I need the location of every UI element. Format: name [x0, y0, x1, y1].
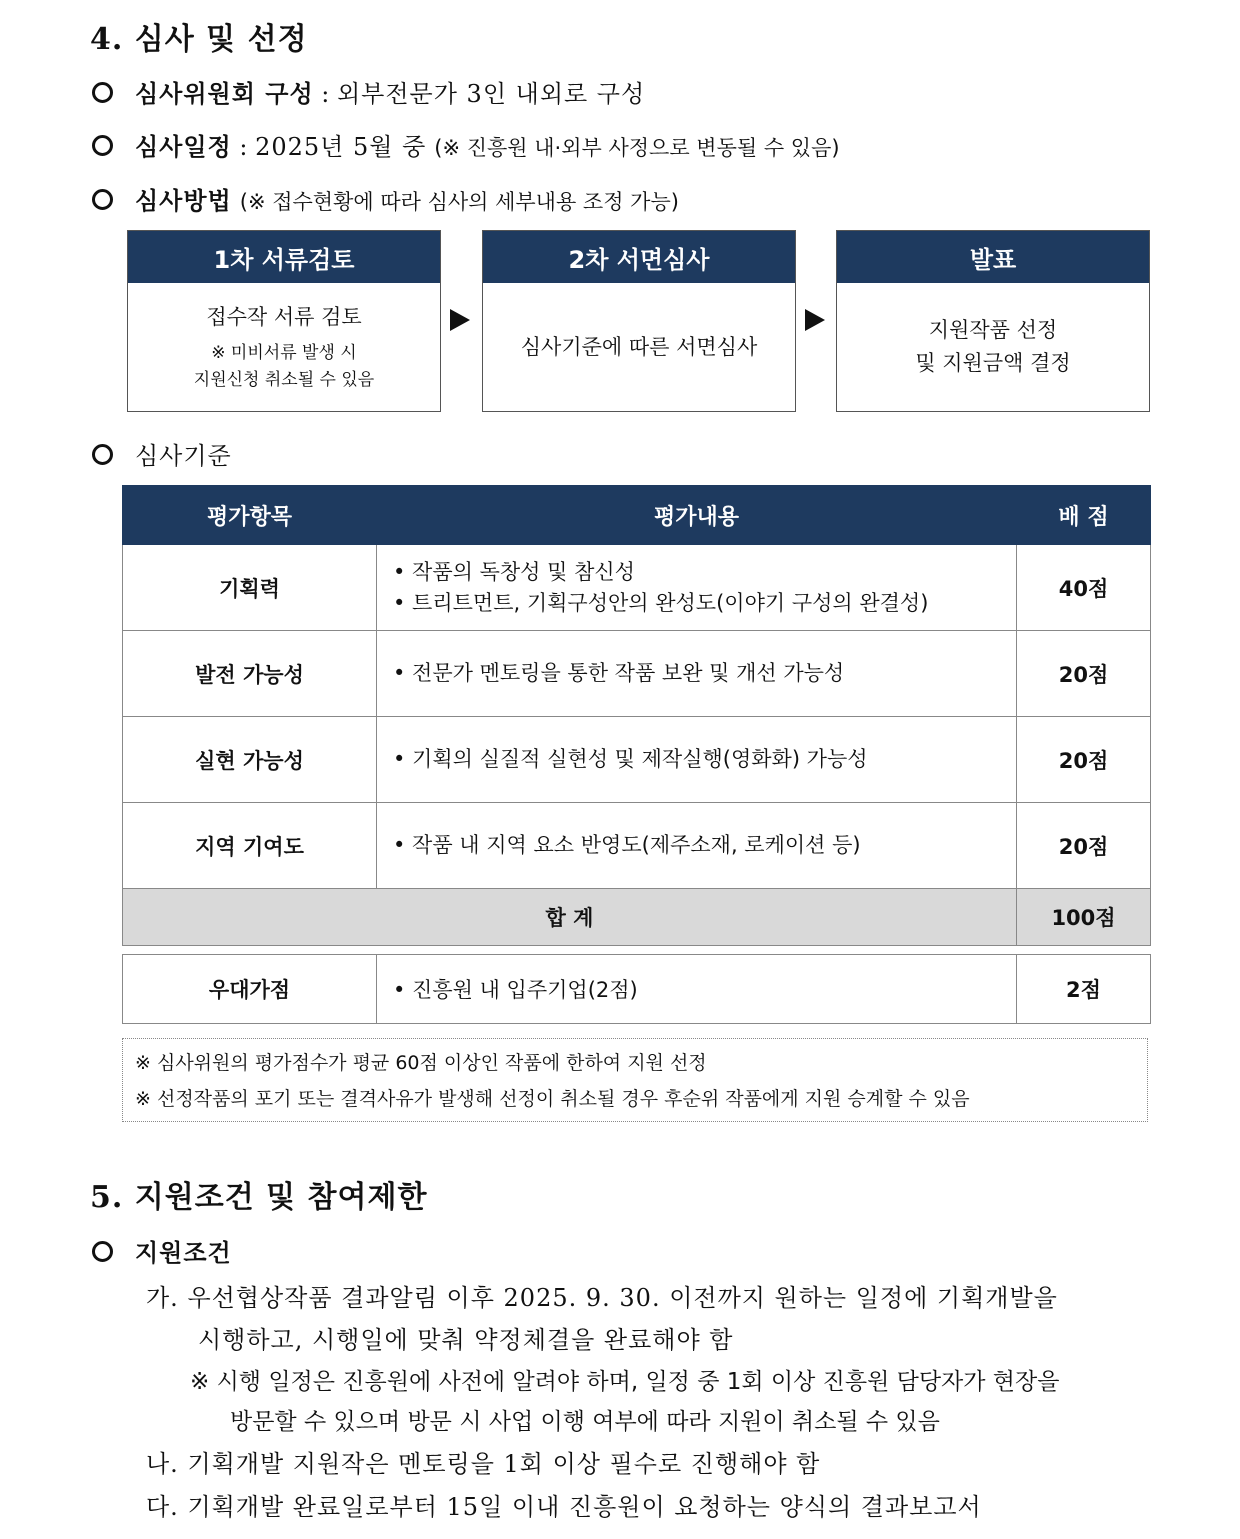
flow-step-body: 접수작 서류 검토 — [206, 304, 362, 329]
committee-value: 외부전문가 3인 내외로 구성 — [337, 80, 646, 108]
condition-ga-note1: ※ 시행 일정은 진흥원에 사전에 알려야 하며, 일정 중 1회 이상 진흥원 담당자가 현장을 — [190, 1369, 1060, 1395]
section4-title: 4. 심사 및 선정 — [90, 22, 308, 57]
criteria-score: 40점 — [1017, 545, 1151, 631]
flow-step-title: 발표 — [837, 231, 1149, 283]
total-score: 100점 — [1017, 889, 1151, 946]
criteria-content-line: • 작품의 독창성 및 참신성 — [393, 559, 635, 584]
criteria-line — [92, 436, 232, 471]
flow-step-3 — [836, 230, 1150, 412]
condition-line — [92, 1233, 232, 1268]
circle-bullet-icon — [92, 135, 113, 156]
condition-ga-line2: 시행하고, 시행일에 맞춰 약정체결을 완료해야 함 — [198, 1326, 734, 1354]
criteria-table — [122, 485, 1151, 946]
table-row — [123, 955, 1151, 1024]
criteria-content: • 전문가 멘토링을 통한 작품 보완 및 개선 가능성 — [377, 631, 1017, 717]
column-header: 평가내용 — [377, 486, 1017, 545]
total-row — [123, 889, 1151, 946]
column-header: 평가항목 — [123, 486, 377, 545]
condition-na: 나. 기획개발 지원작은 멘토링을 1회 이상 필수로 진행해야 함 — [146, 1450, 821, 1478]
arrow-right-icon — [450, 309, 470, 331]
table-header-row — [123, 486, 1151, 545]
table-row — [123, 631, 1151, 717]
schedule-sep: : — [231, 133, 256, 161]
committee-line — [92, 74, 645, 109]
bonus-score: 2점 — [1017, 955, 1151, 1024]
flow-step-body: 및 지원금액 결정 — [915, 351, 1071, 375]
notes-box — [122, 1038, 1148, 1122]
method-line — [92, 181, 679, 216]
flow-step-note: 지원신청 취소될 수 있음 — [193, 369, 375, 390]
bonus-table — [122, 954, 1151, 1024]
flow-step-title: 2차 서면심사 — [483, 231, 795, 283]
column-header: 배 점 — [1017, 486, 1151, 545]
condition-ga-line1: 가. 우선협상작품 결과알림 이후 2025. 9. 30. 이전까지 원하는 일정에 기획개발을 — [146, 1284, 1058, 1312]
schedule-label: 심사일정 — [135, 132, 232, 161]
flow-step-title: 1차 서류검토 — [128, 231, 440, 283]
criteria-content: • 작품 내 지역 요소 반영도(제주소재, 로케이션 등) — [377, 803, 1017, 889]
criteria-score: 20점 — [1017, 631, 1151, 717]
criteria-content: • 기획의 실질적 실현성 및 제작실행(영화화) 가능성 — [377, 717, 1017, 803]
note-line: ※ 심사위원의 평가점수가 평균 60점 이상인 작품에 한하여 지원 선정 — [135, 1052, 707, 1074]
table-row — [123, 803, 1151, 889]
committee-sep: : — [313, 80, 337, 108]
section5-title: 5. 지원조건 및 참여제한 — [90, 1180, 428, 1215]
schedule-value: 2025년 5월 중 — [255, 133, 427, 161]
circle-bullet-icon — [92, 189, 113, 210]
criteria-content-line: • 트리트먼트, 기획구성안의 완성도(이야기 구성의 완결성) — [393, 590, 929, 615]
criteria-category: 발전 가능성 — [123, 631, 377, 717]
flow-step-1 — [127, 230, 441, 412]
committee-label: 심사위원회 구성 — [135, 79, 314, 108]
criteria-category: 기획력 — [123, 545, 377, 631]
flow-step-body: 심사기준에 따른 서면심사 — [520, 334, 758, 359]
criteria-category: 실현 가능성 — [123, 717, 377, 803]
flow-step-note: ※ 미비서류 발생 시 — [211, 342, 357, 363]
criteria-score: 20점 — [1017, 803, 1151, 889]
bonus-content: • 진흥원 내 입주기업(2점) — [377, 955, 1017, 1024]
method-note: (※ 접수현황에 따라 심사의 세부내용 조정 가능) — [239, 190, 679, 214]
note-line: ※ 선정작품의 포기 또는 결격사유가 발생해 선정이 취소될 경우 후순위 작품에게 지원 승계할 수 있음 — [135, 1088, 970, 1110]
condition-ga-note2: 방문할 수 있으며 방문 시 사업 이행 여부에 따라 지원이 취소될 수 있음 — [230, 1409, 940, 1435]
flow-step-2 — [482, 230, 796, 412]
circle-bullet-icon — [92, 1241, 113, 1262]
condition-da: 다. 기획개발 완료일로부터 15일 이내 진흥원이 요청하는 양식의 결과보고서 — [146, 1493, 982, 1521]
schedule-line — [92, 127, 840, 162]
schedule-note: (※ 진흥원 내·외부 사정으로 변동될 수 있음) — [434, 136, 840, 160]
table-row — [123, 545, 1151, 631]
circle-bullet-icon — [92, 82, 113, 103]
criteria-score: 20점 — [1017, 717, 1151, 803]
circle-bullet-icon — [92, 444, 113, 465]
criteria-category: 지역 기여도 — [123, 803, 377, 889]
flow-step-body: 지원작품 선정 — [928, 318, 1058, 342]
bonus-category: 우대가점 — [123, 955, 377, 1024]
method-label: 심사방법 — [135, 186, 232, 215]
arrow-right-icon — [805, 309, 825, 331]
condition-label: 지원조건 — [135, 1238, 232, 1267]
criteria-label: 심사기준 — [135, 442, 232, 470]
table-row — [123, 717, 1151, 803]
total-label: 합 계 — [123, 889, 1017, 946]
criteria-content — [377, 545, 1017, 631]
